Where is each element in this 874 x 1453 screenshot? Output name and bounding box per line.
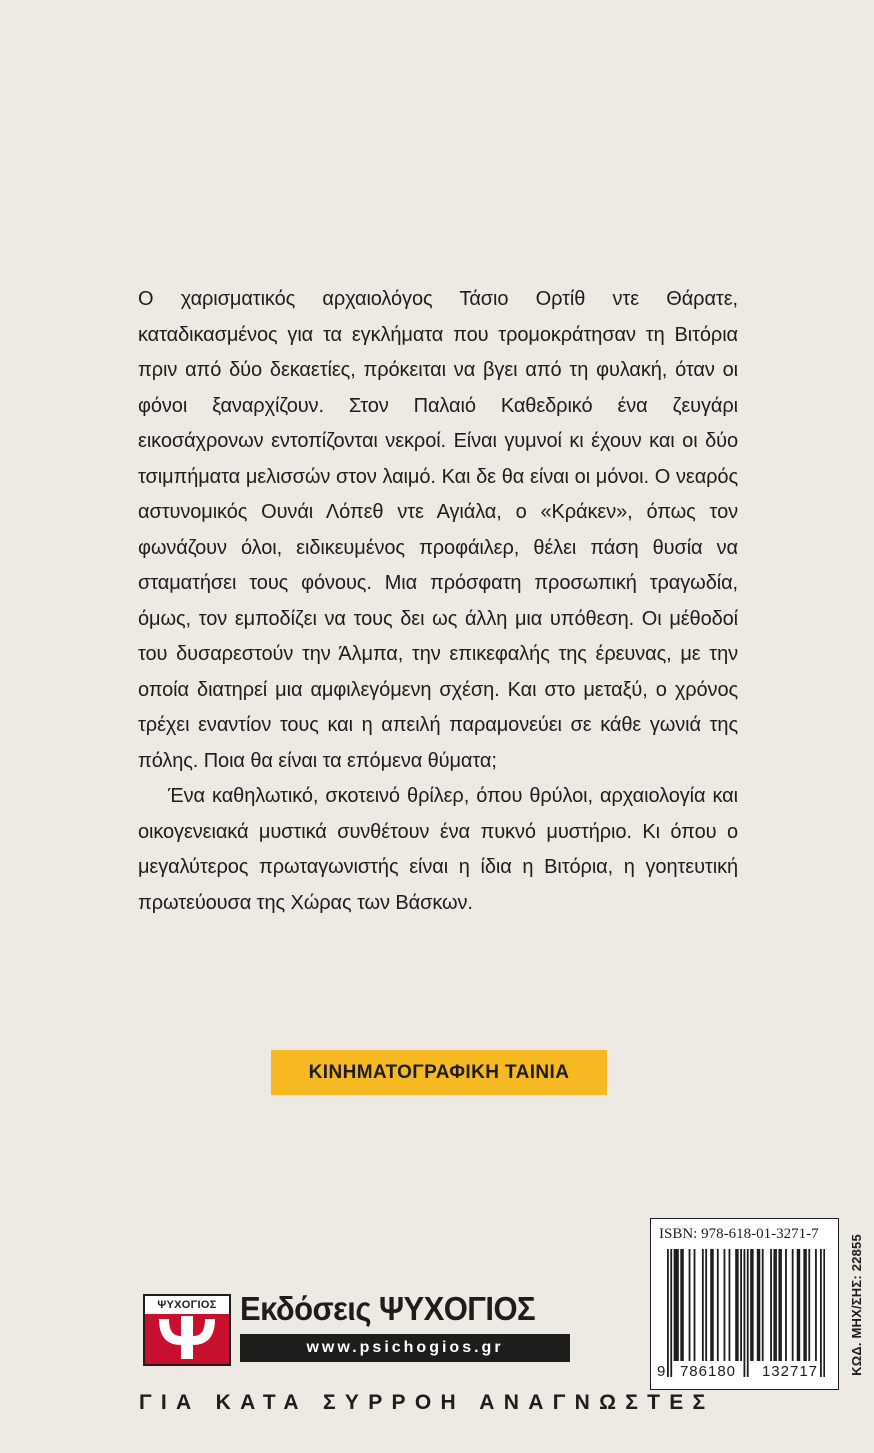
product-code-vertical (846, 1219, 868, 1391)
barcode-bar (823, 1249, 825, 1377)
barcode-digits-left: 786180 (679, 1363, 737, 1380)
product-code: ΚΩΔ. ΜΗΧ/ΣΗΣ: 22855 (849, 1234, 864, 1376)
barcode-bar (780, 1249, 782, 1361)
publisher-name: Εκδόσεις ΨΥΧΟΓΙΟΣ (240, 1290, 536, 1327)
isbn-number: ISBN: 978-618-01-3271-7 (659, 1226, 819, 1242)
barcode-bar (758, 1249, 760, 1361)
barcode-bar (667, 1249, 669, 1377)
barcode-bar (729, 1249, 731, 1361)
psi-letter-icon (145, 1314, 229, 1364)
tagline: ΓΙΑ ΚΑΤΑ ΣΥΡΡΟΗ ΑΝΑΓΝΩΣΤΕΣ (139, 1391, 715, 1414)
isbn-barcode-box (650, 1218, 839, 1390)
barcode-digit-first: 9 (657, 1363, 666, 1380)
barcode-bar (747, 1249, 749, 1377)
barcode-bar (670, 1249, 672, 1377)
barcode-bar (820, 1249, 822, 1377)
barcode-bar (798, 1249, 800, 1361)
barcode-bar (785, 1249, 787, 1361)
barcode-bar (762, 1249, 764, 1361)
barcode-bar (770, 1249, 772, 1361)
barcode-bars (667, 1249, 825, 1377)
publisher-logo-word: ΨΥΧΟΓΙΟΣ (145, 1296, 229, 1314)
barcode-bar (805, 1249, 807, 1361)
barcode-bar (792, 1249, 794, 1361)
blurb-paragraph-2: Ένα καθηλωτικό, σκοτεινό θρίλερ, όπου θρύλοι, αρχαιολογία και οικογενειακά μυστικά συνθέτουν ένα πυκνό μυστήριο. Κι όπου ο μεγαλύτερος πρωταγωνιστής είναι η ίδια η Βιτόρια, η γοητευτική πρωτεύουσα της Χώρας των Βάσκων. (138, 785, 738, 914)
barcode-bar (682, 1249, 684, 1361)
barcode-bar (717, 1249, 719, 1361)
barcode-bar (740, 1249, 742, 1361)
back-cover-blurb (138, 282, 738, 921)
barcode-bar (705, 1249, 707, 1361)
movie-tie-in-badge: ΚΙΝΗΜΑΤΟΓΡΑΦΙΚΗ ΤΑΙΝΙΑ (271, 1050, 607, 1095)
barcode-bar (808, 1249, 810, 1361)
barcode-bar (680, 1249, 682, 1361)
blurb-paragraph-1: Ο χαρισματικός αρχαιολόγος Τάσιο Ορτίθ ντε Θάρατε, καταδικασμένος για τα εγκλήματα που τρομοκράτησαν τη Βιτόρια πριν από δύο δεκαετίες, πρόκειται να βγει από τη φυλακή, όταν οι φόνοι ξαναρχίζουν. Στον Παλαιό Καθεδρικό ένα ζευγάρι εικοσάχρονων εντοπίζονται νεκροί. Είναι γυμνοί κι έχουν και οι δύο τσιμπήματα μελισσών στον λαιμό. Και δε θα είναι οι μόνοι. Ο νεαρός αστυνομικός Ουνάι Λόπεθ ντε Αγιάλα, ο «Κράκεν», όπως τον φωνάζουν όλοι, ειδικευμένος προφάιλερ, θέλει πάση θυσία να σταματήσει τους φόνους. Μια πρόσφατη προσωπική τραγωδία, όμως, τον εμποδίζει να τους δει ως άλλη μια υπόθεση. Οι μέθοδοί του δυσαρεστούν την Άλμπα, την επικεφαλής της έρευνας, με την οποία διατηρεί μια αμφιλεγόμενη σχέση. Και στο μεταξύ, ο χρόνος τρέχει εναντίον τους και η απειλή παραμονεύει σε κάθε γωνιά της πόλης. Ποια θα είναι τα επόμενα θύματα; (138, 288, 738, 772)
barcode-bar (757, 1249, 759, 1361)
barcode-bar (737, 1249, 739, 1361)
barcode-bar (775, 1249, 777, 1361)
barcode-bar (674, 1249, 676, 1361)
barcode-bar (724, 1249, 726, 1361)
barcode-bar (744, 1249, 746, 1377)
barcode-bar (702, 1249, 704, 1361)
barcode-bar (735, 1249, 737, 1361)
publisher-logo (143, 1294, 231, 1366)
barcode-bar (778, 1249, 780, 1361)
barcode-bar (815, 1249, 817, 1361)
publisher-url: www.psichogios.gr (240, 1334, 570, 1362)
barcode-bar (677, 1249, 679, 1361)
barcode-bar (750, 1249, 752, 1361)
barcode-digits-right: 132717 (761, 1363, 819, 1380)
barcode-bar (694, 1249, 696, 1361)
barcode-bar (752, 1249, 754, 1361)
barcode-bar (797, 1249, 799, 1361)
barcode-bar (710, 1249, 712, 1361)
barcode-bar (803, 1249, 805, 1361)
barcode-bar (689, 1249, 691, 1361)
barcode-bar (675, 1249, 677, 1361)
barcode-bar (712, 1249, 714, 1361)
barcode-bar (773, 1249, 775, 1361)
